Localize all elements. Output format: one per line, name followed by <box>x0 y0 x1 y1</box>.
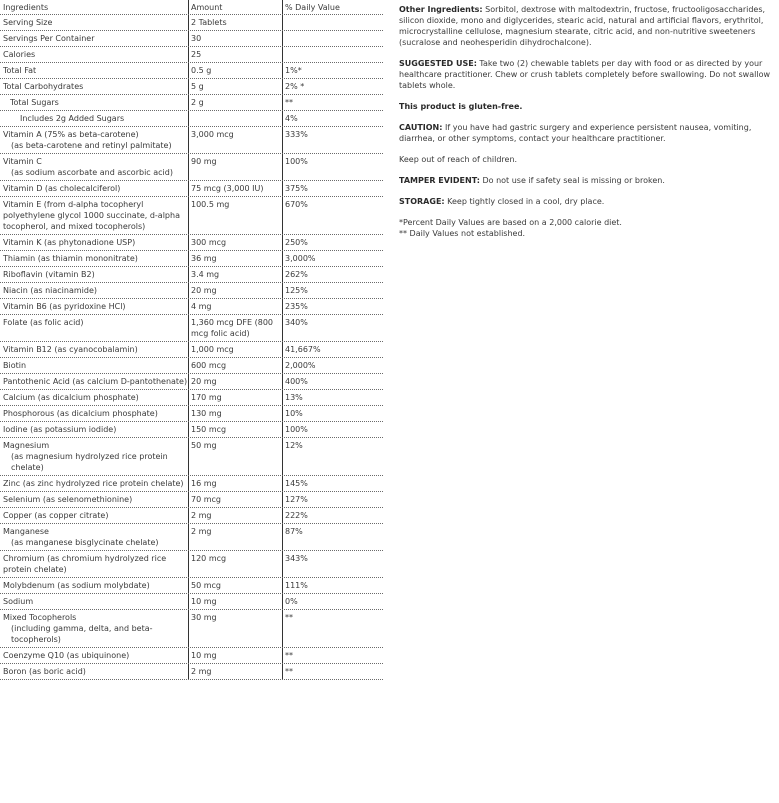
ingredient-daily-value: 375% <box>285 184 308 193</box>
ingredient-amount <box>189 111 283 126</box>
table-row <box>0 664 383 680</box>
supplement-facts-table <box>0 0 383 680</box>
ingredient-amount: 50 mg <box>189 438 283 475</box>
ingredient-daily-value: 343% <box>285 554 308 563</box>
table-row <box>0 390 383 406</box>
ingredient-amount: 20 mg <box>189 374 283 389</box>
ingredient-label: Coenzyme Q10 (as ubiquinone) <box>3 651 130 660</box>
ingredient-label: Boron (as boric acid) <box>3 667 86 676</box>
ingredient-amount: 5 g <box>189 79 283 94</box>
ingredient-daily-value: ** <box>285 98 293 107</box>
ingredient-amount: 2 g <box>189 95 283 110</box>
ingredient-daily-value: ** <box>285 667 293 676</box>
table-row <box>0 594 383 610</box>
ingredient-name <box>0 315 189 341</box>
ingredient-label: Calcium (as dicalcium phosphate) <box>3 393 139 402</box>
table-body <box>0 15 383 680</box>
ingredient-label: Phosphorous (as dicalcium phosphate) <box>3 409 158 418</box>
ingredient-amount: 600 mcg <box>189 358 283 373</box>
ingredient-label: Biotin <box>3 361 27 370</box>
ingredient-daily-value: ** <box>285 613 293 622</box>
ingredient-amount: 30 <box>189 31 283 46</box>
table-row <box>0 358 383 374</box>
ingredient-name <box>0 492 189 507</box>
suggested-use <box>399 58 775 91</box>
table-row <box>0 492 383 508</box>
ingredient-daily-value: 2% * <box>285 82 305 91</box>
ingredient-daily-value: 250% <box>285 238 308 247</box>
table-row <box>0 610 383 648</box>
storage <box>399 196 775 207</box>
ingredient-daily-value: 111% <box>285 581 308 590</box>
footnote-dv: *Percent Daily Values are based on a 2,000 calorie diet. <box>399 218 622 227</box>
ingredient-name <box>0 79 189 94</box>
ingredient-amount: 1,360 mcg DFE (800 mcg folic acid) <box>189 315 283 341</box>
ingredient-label: Molybdenum (as sodium molybdate) <box>3 581 150 590</box>
table-row <box>0 406 383 422</box>
ingredient-name <box>0 197 189 234</box>
ingredient-amount: 36 mg <box>189 251 283 266</box>
ingredient-source: (as manganese bisglycinate chelate) <box>11 538 159 547</box>
ingredient-amount: 50 mcg <box>189 578 283 593</box>
storage-label: STORAGE: <box>399 197 445 206</box>
ingredient-label: Iodine (as potassium iodide) <box>3 425 117 434</box>
ingredient-label: Manganese <box>3 527 49 536</box>
ingredient-amount: 10 mg <box>189 594 283 609</box>
ingredient-daily-value: 100% <box>285 425 308 434</box>
ingredient-amount: 3.4 mg <box>189 267 283 282</box>
table-row <box>0 551 383 578</box>
ingredient-source: (as sodium ascorbate and ascorbic acid) <box>11 168 173 177</box>
ingredient-daily-value: 262% <box>285 270 308 279</box>
ingredient-daily-value: 125% <box>285 286 308 295</box>
table-row <box>0 267 383 283</box>
ingredient-daily-value: 145% <box>285 479 308 488</box>
table-row <box>0 79 383 95</box>
ingredient-daily-value: 127% <box>285 495 308 504</box>
ingredient-label: Folate (as folic acid) <box>3 318 84 327</box>
ingredient-amount: 25 <box>189 47 283 62</box>
footnote-not-established: ** Daily Values not established. <box>399 229 526 238</box>
ingredient-name <box>0 95 189 110</box>
ingredient-name <box>0 267 189 282</box>
table-row <box>0 197 383 235</box>
table-row <box>0 127 383 154</box>
ingredient-amount: 1,000 mcg <box>189 342 283 357</box>
storage-text: Keep tightly closed in a cool, dry place. <box>444 197 605 206</box>
ingredient-label: Vitamin A (75% as beta-carotene) <box>3 130 139 139</box>
ingredient-daily-value: 400% <box>285 377 308 386</box>
ingredient-label: Total Carbohydrates <box>3 82 84 91</box>
table-row <box>0 111 383 127</box>
ingredient-daily-value <box>283 31 383 46</box>
table-row <box>0 283 383 299</box>
ingredient-amount: 130 mg <box>189 406 283 421</box>
ingredient-label: Mixed Tocopherols <box>3 613 77 622</box>
caution-label: CAUTION: <box>399 123 443 132</box>
ingredient-daily-value: 100% <box>285 157 308 166</box>
ingredient-daily-value: 2,000% <box>285 361 316 370</box>
suggested-use-text: Take two (2) chewable tablets per day with food or as directed by your healthcare practitioner. Chew or crush tablets completely before swallowing. Do not swallow tablets whole. <box>399 59 771 90</box>
ingredient-label: Zinc (as zinc hydrolyzed rice protein chelate) <box>3 479 184 488</box>
table-row <box>0 299 383 315</box>
ingredient-name <box>0 551 189 577</box>
table-row <box>0 374 383 390</box>
ingredient-label: Selenium (as selenomethionine) <box>3 495 133 504</box>
ingredient-label: Total Fat <box>3 66 37 75</box>
ingredient-daily-value: 12% <box>285 441 303 450</box>
ingredient-amount: 150 mcg <box>189 422 283 437</box>
ingredient-label: Vitamin E (from d-alpha tocopheryl polyethylene glycol 1000 succinate, d-alpha tocopherol, and mixed tocopherols) <box>3 200 180 231</box>
table-row <box>0 95 383 111</box>
ingredient-label: Vitamin C <box>3 157 42 166</box>
ingredient-name <box>0 648 189 663</box>
ingredient-label: Serving Size <box>3 18 53 27</box>
ingredient-amount: 10 mg <box>189 648 283 663</box>
table-row <box>0 31 383 47</box>
ingredient-daily-value: 670% <box>285 200 308 209</box>
table-row <box>0 63 383 79</box>
ingredient-amount: 120 mcg <box>189 551 283 577</box>
ingredient-amount: 2 mg <box>189 524 283 550</box>
ingredient-daily-value: 13% <box>285 393 303 402</box>
ingredient-name <box>0 111 189 126</box>
ingredient-name <box>0 374 189 389</box>
ingredient-label: Magnesium <box>3 441 50 450</box>
ingredient-amount: 16 mg <box>189 476 283 491</box>
caution-text: If you have had gastric surgery and experience persistent nausea, vomiting, diarrhea, or other symptoms, contact your healthcare practitioner. <box>399 123 752 143</box>
ingredient-daily-value: 10% <box>285 409 303 418</box>
ingredient-daily-value: 1%* <box>285 66 302 75</box>
ingredient-name <box>0 127 189 153</box>
ingredient-amount: 3,000 mcg <box>189 127 283 153</box>
ingredient-name <box>0 15 189 30</box>
ingredient-label: Thiamin (as thiamin mononitrate) <box>3 254 138 263</box>
ingredient-label: Chromium (as chromium hydrolyzed rice protein chelate) <box>3 554 167 574</box>
ingredient-source: (including gamma, delta, and beta-tocopherols) <box>11 624 153 644</box>
ingredient-label: Niacin (as niacinamide) <box>3 286 98 295</box>
table-header <box>0 0 383 15</box>
ingredient-daily-value <box>283 15 383 30</box>
header-amount: Amount <box>189 0 283 14</box>
ingredient-name <box>0 594 189 609</box>
table-row <box>0 315 383 342</box>
ingredient-name <box>0 390 189 405</box>
ingredient-name <box>0 283 189 298</box>
ingredient-label: Vitamin B6 (as pyridoxine HCl) <box>3 302 126 311</box>
header-ingredients: Ingredients <box>0 0 189 14</box>
ingredient-amount: 300 mcg <box>189 235 283 250</box>
table-row <box>0 181 383 197</box>
ingredient-amount: 170 mg <box>189 390 283 405</box>
ingredient-name <box>0 578 189 593</box>
other-ingredients-label: Other Ingredients: <box>399 5 483 14</box>
ingredient-name <box>0 63 189 78</box>
ingredient-daily-value: 333% <box>285 130 308 139</box>
ingredient-daily-value: 222% <box>285 511 308 520</box>
other-ingredients <box>399 4 775 48</box>
table-row <box>0 422 383 438</box>
table-row <box>0 438 383 476</box>
ingredient-name <box>0 422 189 437</box>
ingredient-name <box>0 358 189 373</box>
ingredient-label: Calories <box>3 50 36 59</box>
ingredient-amount: 20 mg <box>189 283 283 298</box>
gluten-free-note: This product is gluten-free. <box>399 102 523 111</box>
ingredient-amount: 70 mcg <box>189 492 283 507</box>
ingredient-name <box>0 524 189 550</box>
ingredient-label: Copper (as copper citrate) <box>3 511 109 520</box>
ingredient-name <box>0 610 189 647</box>
ingredient-amount: 100.5 mg <box>189 197 283 234</box>
ingredient-source: (as magnesium hydrolyzed rice protein chelate) <box>11 452 168 472</box>
header-daily-value: % Daily Value <box>285 3 340 12</box>
ingredient-daily-value: ** <box>285 651 293 660</box>
table-row <box>0 648 383 664</box>
ingredient-daily-value: 4% <box>285 114 298 123</box>
ingredient-label: Servings Per Container <box>3 34 95 43</box>
ingredient-label: Includes 2g Added Sugars <box>20 114 125 123</box>
reach-note: Keep out of reach of children. <box>399 155 518 164</box>
table-row <box>0 235 383 251</box>
tamper-evident <box>399 175 775 186</box>
table-row <box>0 524 383 551</box>
product-info <box>399 4 775 239</box>
ingredient-label: Pantothenic Acid (as calcium D-pantothenate) <box>3 377 188 386</box>
ingredient-label: Vitamin K (as phytonadione USP) <box>3 238 136 247</box>
ingredient-name <box>0 235 189 250</box>
ingredient-name <box>0 47 189 62</box>
table-row <box>0 154 383 181</box>
ingredient-daily-value: 3,000% <box>285 254 316 263</box>
ingredient-amount: 30 mg <box>189 610 283 647</box>
ingredient-amount: 2 mg <box>189 664 283 679</box>
tamper-text: Do not use if safety seal is missing or broken. <box>479 176 665 185</box>
ingredient-label: Vitamin B12 (as cyanocobalamin) <box>3 345 138 354</box>
ingredient-daily-value <box>283 47 383 62</box>
ingredient-label: Vitamin D (as cholecalciferol) <box>3 184 121 193</box>
ingredient-name <box>0 251 189 266</box>
caution <box>399 122 775 144</box>
table-row <box>0 47 383 63</box>
ingredient-name <box>0 342 189 357</box>
ingredient-name <box>0 406 189 421</box>
ingredient-daily-value: 0% <box>285 597 298 606</box>
table-row <box>0 251 383 267</box>
ingredient-daily-value: 41,667% <box>285 345 321 354</box>
ingredient-name <box>0 476 189 491</box>
ingredient-amount: 75 mcg (3,000 IU) <box>189 181 283 196</box>
table-row <box>0 15 383 31</box>
ingredient-name <box>0 438 189 475</box>
ingredient-daily-value: 340% <box>285 318 308 327</box>
table-row <box>0 578 383 594</box>
ingredient-name <box>0 181 189 196</box>
ingredient-amount: 2 mg <box>189 508 283 523</box>
tamper-label: TAMPER EVIDENT: <box>399 176 480 185</box>
ingredient-amount: 0.5 g <box>189 63 283 78</box>
ingredient-label: Total Sugars <box>10 98 59 107</box>
ingredient-source: (as beta-carotene and retinyl palmitate) <box>11 141 172 150</box>
ingredient-amount: 90 mg <box>189 154 283 180</box>
suggested-use-label: SUGGESTED USE: <box>399 59 477 68</box>
table-row <box>0 476 383 492</box>
ingredient-amount: 4 mg <box>189 299 283 314</box>
ingredient-name <box>0 664 189 679</box>
ingredient-name <box>0 508 189 523</box>
ingredient-name <box>0 299 189 314</box>
ingredient-name <box>0 31 189 46</box>
ingredient-daily-value: 87% <box>285 527 303 536</box>
ingredient-name <box>0 154 189 180</box>
ingredient-label: Sodium <box>3 597 34 606</box>
table-row <box>0 342 383 358</box>
ingredient-daily-value: 235% <box>285 302 308 311</box>
table-row <box>0 508 383 524</box>
ingredient-amount: 2 Tablets <box>189 15 283 30</box>
ingredient-label: Riboflavin (vitamin B2) <box>3 270 95 279</box>
other-ingredients-text: Sorbitol, dextrose with maltodextrin, fructose, fructooligosaccharides, silicon dioxide, mono and diglycerides, stearic acid, natural and artificial flavors, erythritol, microcrystalline cellulose, magnesium stearate, citric acid, and non-nutritive sweeteners (sucralose and neohesperidin dihydrochalcone). <box>399 5 766 47</box>
